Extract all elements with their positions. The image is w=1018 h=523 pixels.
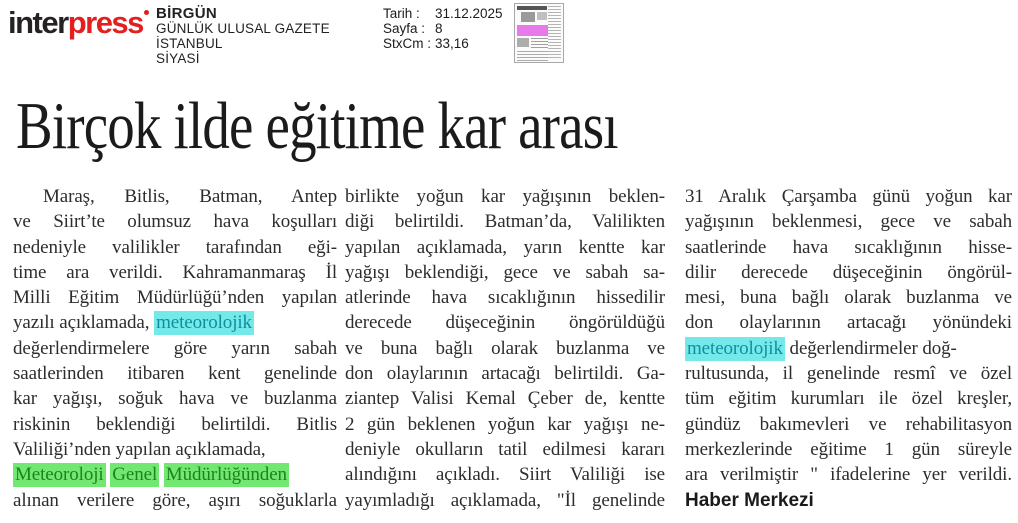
thumbnail-photo-block: [521, 12, 535, 22]
meta-label-page: Sayfa :: [383, 21, 426, 36]
highlighted-search-term: meteorolojik: [156, 312, 252, 334]
article-text-line: merkezlerinde eğitime 1 gün süreyle: [685, 438, 1012, 460]
article-headline: [16, 88, 1006, 166]
publication-city: İSTANBUL: [156, 36, 223, 51]
article-text-line: time ara verildi. Kahramanmaraş İl: [13, 261, 337, 283]
article-text-line: derecede düşeceğinin öngörüldüğü: [345, 312, 665, 334]
article-text-line: yayımladığı açıklamada, "İl genelinde: [345, 489, 665, 511]
thumbnail-text-block: [531, 38, 548, 50]
meta-row-page: [383, 21, 503, 36]
article-text-line: saatlerinden itibaren kent genelinde: [13, 363, 337, 385]
article-body: [0, 184, 1018, 523]
article-text-line: deniyle okulların tatil edilmesi kararı: [345, 438, 665, 460]
article-text-line: yağışının beklenmesi, gece ve sabah: [685, 211, 1012, 233]
article-byline: Haber Merkezi: [685, 489, 814, 511]
article-text-line: ve buna bağlı olarak buzlanma ve: [345, 337, 665, 359]
article-column-3: [685, 184, 1012, 523]
article-text-line: alınan verilere göre, aşırı soğuklarla: [13, 489, 337, 511]
thumbnail-text-block: [517, 51, 548, 62]
article-text-line: Milli Eğitim Müdürlüğü’nden yapılan: [13, 287, 337, 309]
meta-value-page: 8: [435, 21, 443, 36]
meta-value-stxcm: 33,16: [435, 36, 469, 51]
article-column-2: [345, 184, 665, 523]
article-text-line: [13, 462, 337, 487]
highlighted-search-term: meteorolojik: [687, 337, 783, 359]
article-text-line: ara verilmiştir " ifadelerine yer verildi.: [685, 464, 1012, 486]
thumbnail-text-column: [548, 6, 561, 60]
article-text-line: nedeniyle valilikler tarafından eği-: [13, 236, 337, 258]
page-thumbnail[interactable]: [514, 3, 564, 63]
article-text-line: gündüz bakımevleri ve rehabilitasyon: [685, 413, 1012, 435]
thumbnail-photo-block: [537, 12, 547, 20]
article-text-line: meteorolojik değerlendirmeler doğ-: [687, 337, 957, 359]
article-text-line: mesi, buna bağlı olarak buzlanma ve: [685, 287, 1012, 309]
article-text-line: ziantep Valisi Kemal Çeber de, kentte: [345, 388, 665, 410]
meta-label-date: Tarih :: [383, 6, 420, 21]
article-text-line: don olaylarının artacağı belirtildi. Ga-: [345, 363, 665, 385]
article-text-line: birlikte yoğun kar yağışının beklen-: [345, 186, 665, 207]
interpress-logo: [8, 6, 149, 40]
article-text-line: atlerinde hava sıcaklığının hissedilir: [345, 287, 665, 309]
article-text-line: ve Siirt’te olumsuz hava koşulları: [13, 211, 337, 233]
logo-text-inter: inter: [8, 5, 68, 40]
article-text-line: rultusunda, il genelinde resmî ve özel: [685, 363, 1012, 385]
highlighted-search-term: Müdürlüğünden: [165, 464, 287, 486]
article-text-line: diği belirtildi. Batman’da, Valilikten: [345, 211, 665, 233]
article-text-line: yağışı beklendiği, gece ve sabah sa-: [345, 261, 665, 283]
article-text-line: Maraş, Bitlis, Batman, Antep: [43, 186, 337, 207]
article-text-line: saatlerinde hava sıcaklığının hisse-: [685, 236, 1012, 258]
meta-row-date: [383, 6, 503, 21]
publication-category: SİYASİ: [156, 51, 200, 66]
logo-text-press: press: [67, 5, 143, 40]
article-text-line: kar yağışı, soğuk hava ve buzlanma: [13, 388, 337, 410]
article-text-line: alındığını açıkladı. Siirt Valiliği ise: [345, 464, 665, 486]
meta-label-stxcm: StxCm :: [383, 36, 432, 51]
article-text-line: 31 Aralık Çarşamba günü yoğun kar: [685, 186, 1012, 207]
article-text-line: değerlendirmelere göre yarın sabah: [13, 337, 337, 359]
article-text-line: yapılan açıklamada, yarın kentte kar: [345, 236, 665, 258]
meta-value-date: 31.12.2025: [435, 6, 503, 21]
article-text-line: yazılı açıklamada, meteorolojik: [13, 312, 252, 334]
article-text-line: Valiliği’nden yapılan açıklamada,: [13, 438, 266, 460]
thumbnail-masthead: [517, 6, 547, 10]
thumbnail-photo-block: [517, 38, 529, 47]
article-text-line: tüm eğitim kurumları ile özel kreşler,: [685, 388, 1012, 410]
thumbnail-highlight-band: [517, 25, 548, 36]
meta-row-stxcm: [383, 36, 503, 51]
publication-name: BİRGÜN: [156, 5, 217, 22]
logo-trademark-dot-icon: [144, 10, 149, 15]
publication-info: [156, 6, 330, 66]
article-text-line: riskinin beklendiği belirtildi. Bitlis: [13, 413, 337, 435]
article-column-1: [13, 184, 337, 523]
article-text-line: dilir derecede düşeceğinin öngörül-: [685, 261, 1012, 283]
article-headline-text: Birçok ilde eğitime kar arası: [16, 89, 618, 163]
article-text-line: 2 gün beklenen yoğun kar yağışı ne-: [345, 413, 665, 435]
highlighted-search-term: Genel: [112, 464, 158, 486]
article-text-line: don olaylarının artacağı yönündeki: [685, 312, 1012, 334]
clipping-meta: [383, 6, 503, 51]
publication-type: GÜNLÜK ULUSAL GAZETE: [156, 21, 330, 36]
highlighted-search-term: Meteoroloji: [15, 464, 104, 486]
